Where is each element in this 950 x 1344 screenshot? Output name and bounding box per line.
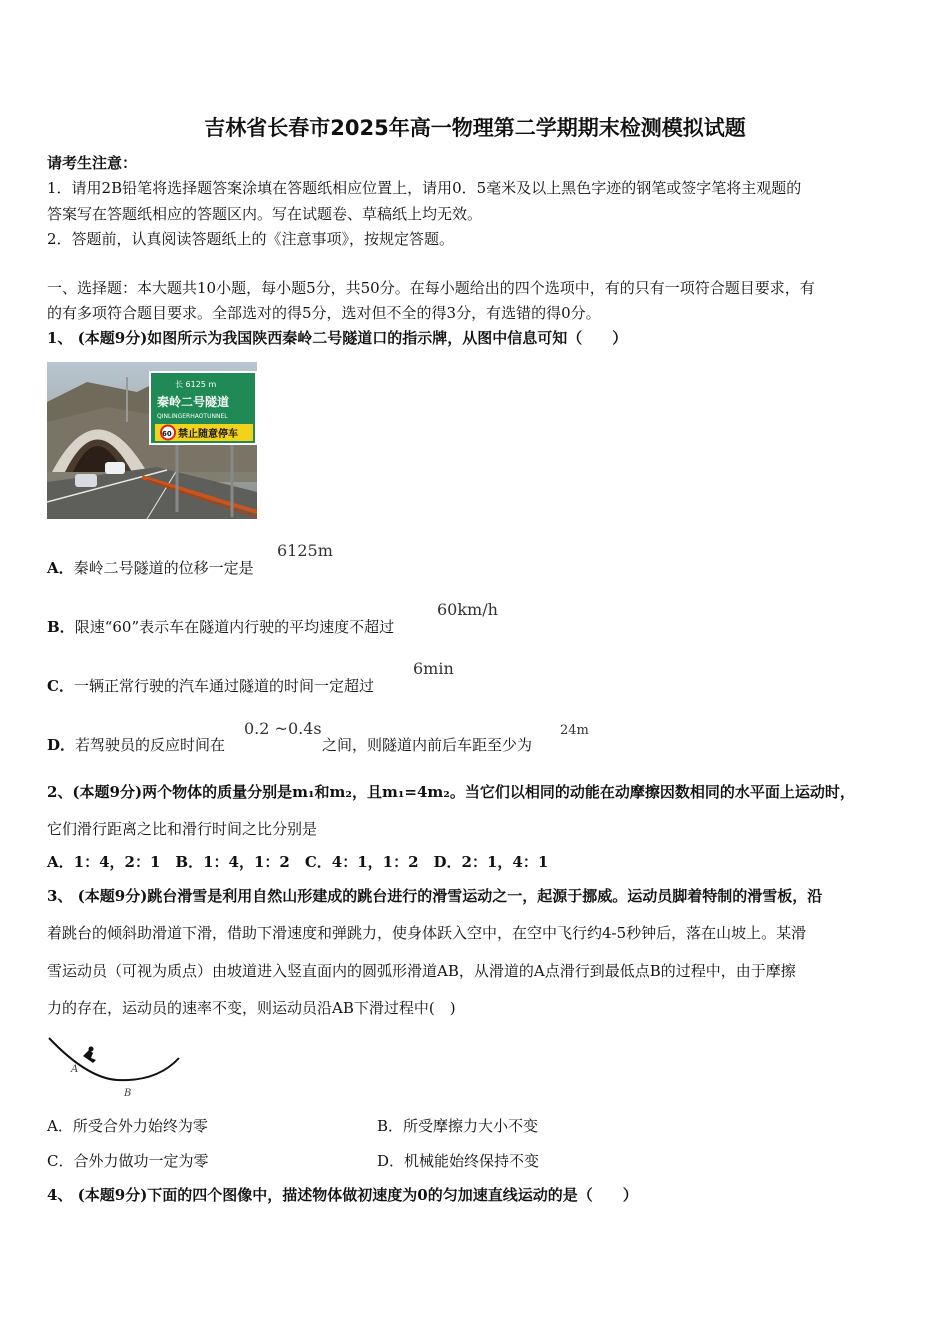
notice-item-2: 2．答题前，认真阅读答题纸上的《注意事项》，按规定答题。 <box>47 230 455 248</box>
question-4-stem: 4、 (本题9分)下面的四个图像中，描述物体做初速度为0的匀加速直线运动的是（ ） <box>47 1186 638 1204</box>
sign-length: 长 6125 m <box>175 380 217 389</box>
section-1-line-2: 的有多项符合题目要求。全部选对的得5分，选对但不全的得3分，有选错的得0分。 <box>47 304 601 322</box>
question-1-option-a: A．秦岭二号隧道的位移一定是 <box>47 559 254 577</box>
question-3-line-2: 着跳台的倾斜助滑道下滑，借助下滑速度和弹跳力，使身体跃入空中，在空中飞行约4-5秒钟后，落在山坡上。某滑 <box>47 924 807 942</box>
question-1-option-b: B．限速“60”表示车在隧道内行驶的平均速度不超过 <box>47 618 395 636</box>
question-3-option-d: D．机械能始终保持不变 <box>377 1152 540 1170</box>
question-1-option-d-value-1: 0.2 ~0.4s <box>244 719 322 738</box>
question-1-option-c: C．一辆正常行驶的汽车通过隧道的时间一定超过 <box>47 677 374 695</box>
question-1-number: 1、 <box>47 329 73 347</box>
question-2-line-1: 2、(本题9分)两个物体的质量分别是m₁和m₂，且m₁=4m₂。当它们以相同的动能在动摩擦因数相同的水平面上运动时， <box>47 783 855 801</box>
notice-item-1a: 1．请用2B铅笔将选择题答案涂填在答题纸相应位置上，请用0．5毫米及以上黑色字迹的钢笔或签字笔将主观题的 <box>47 179 802 197</box>
question-3-line-1: 3、 (本题9分)跳台滑雪是利用自然山形建成的跳台进行的滑雪运动之一，起源于挪威。运动员脚着特制的滑雪板，沿 <box>47 887 823 905</box>
question-1-text: (本题9分)如图所示为我国陕西秦岭二号隧道口的指示牌，从图中信息可知（ ） <box>77 329 628 347</box>
question-1-option-c-value: 6min <box>413 659 454 678</box>
question-1-option-b-value: 60km/h <box>437 600 498 619</box>
ski-track-figure <box>47 1034 182 1102</box>
question-3-line-4: 力的存在，运动员的速率不变，则运动员沿AB下滑过程中( ) <box>47 999 456 1017</box>
sign-warning: 禁止随意停车 <box>178 429 238 440</box>
tunnel-photo <box>47 362 257 519</box>
sign-name: 秦岭二号隧道 <box>157 395 230 409</box>
question-1-option-d: D．若驾驶员的反应时间在 <box>47 736 226 754</box>
figure-point-b: B <box>124 1088 132 1099</box>
notice-item-1b: 答案写在答题纸相应的答题区内。写在试题卷、草稿纸上均无效。 <box>47 205 483 223</box>
section-1-line-1: 一、选择题：本大题共10小题，每小题5分，共50分。在每小题给出的四个选项中，有的只有一项符合题目要求，有 <box>47 279 815 297</box>
question-3-option-a: A．所受合外力始终为零 <box>47 1117 208 1135</box>
question-2-line-2: 它们滑行距离之比和滑行时间之比分别是 <box>47 820 318 838</box>
question-2-options: A．1：4，2：1 B．1：4，1：2 C．4：1，1：2 D．2：1，4：1 <box>47 853 549 871</box>
sign-pinyin: QINLINGERHAOTUNNEL <box>157 413 228 420</box>
question-1-option-a-value: 6125m <box>277 541 333 560</box>
figure-point-a: A <box>71 1064 79 1075</box>
question-1-stem <box>47 327 627 348</box>
notice-heading: 请考生注意： <box>47 154 138 172</box>
question-3-option-c: C．合外力做功一定为零 <box>47 1152 209 1170</box>
question-1-option-d-value-2: 24m <box>560 723 589 738</box>
page-title: 吉林省长春市2025年高一物理第二学期期末检测模拟试题 <box>204 116 746 140</box>
question-3-option-b: B．所受摩擦力大小不变 <box>377 1117 539 1135</box>
question-3-line-3: 雪运动员（可视为质点）由坡道进入竖直面内的圆弧形滑道AB，从滑道的A点滑行到最低点B的过程中，由于摩擦 <box>47 962 796 980</box>
question-1-option-d-text-2: 之间，则隧道内前后车距至少为 <box>322 736 533 754</box>
sign-speed-limit: 60 <box>162 430 172 438</box>
